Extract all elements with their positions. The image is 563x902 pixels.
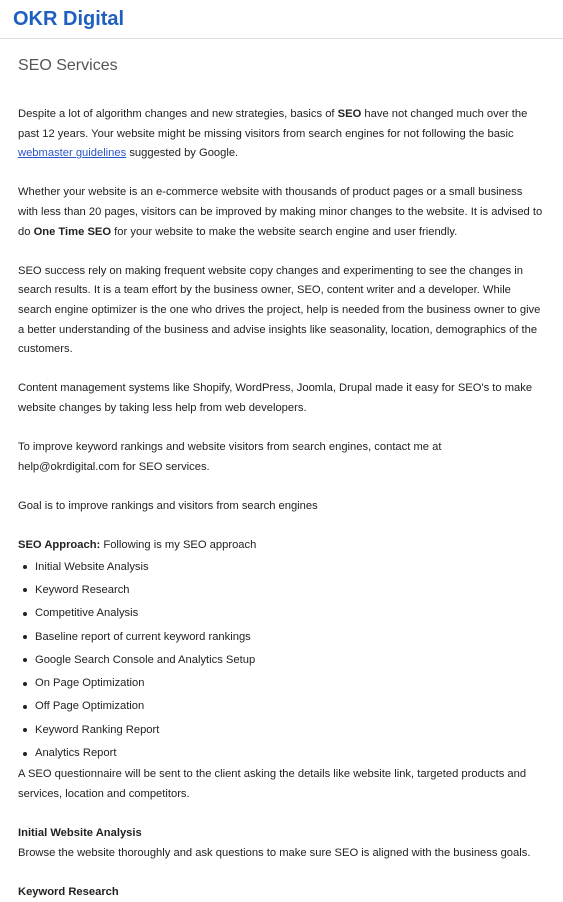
list-item: Off Page Optimization <box>35 695 545 718</box>
webmaster-guidelines-link[interactable]: webmaster guidelines <box>18 147 127 160</box>
page-title: SEO Services <box>18 57 118 74</box>
list-item: Keyword Research <box>35 579 545 602</box>
contact-paragraph: To improve keyword rankings and website visitors from search engines, contact me at help@okrdigital.com for SEO services. <box>18 441 442 473</box>
main-content <box>0 56 563 902</box>
list-item: Google Search Console and Analytics Setup <box>35 649 545 672</box>
intro-text-middle: have not changed much over the past 12 years. Your website might be missing visitors from search engines for not following the basic <box>18 108 528 140</box>
approach-label: SEO Approach: <box>18 539 101 552</box>
intro-paragraph <box>18 105 545 164</box>
intro-text-start: Despite a lot of algorithm changes and new strategies, basics of <box>18 108 338 120</box>
brand-logo-link[interactable]: OKR Digital <box>13 8 125 30</box>
approach-text: Following is my SEO approach <box>100 539 257 552</box>
questionnaire-paragraph: A SEO questionnaire will be sent to the client asking the details like website link, targeted products and services, location and competitors. <box>18 768 527 800</box>
intro-seo-bold: SEO <box>337 108 362 120</box>
seo-success-paragraph: SEO success rely on making frequent website copy changes and experimenting to see the changes in search results. It is a team effort by the business owner, SEO, content writer and a developer. While search engine optimizer is the one who drives the project, help is needed from the business owner to give a better understanding of the business and advise insights like seasonality, location, demographics of the customers. <box>18 264 541 356</box>
cms-paragraph: Content management systems like Shopify, WordPress, Joomla, Drupal made it easy for SEO's to make website changes by taking less help from web developers. <box>18 382 533 414</box>
list-item: Analytics Report <box>35 742 545 765</box>
keyword-research-heading: Keyword Research <box>18 885 119 898</box>
one-time-seo-paragraph <box>18 183 545 242</box>
approach-list <box>18 556 545 766</box>
site-header <box>0 0 563 39</box>
intro-text-end: suggested by Google. <box>126 147 239 160</box>
approach-intro <box>18 536 545 556</box>
list-item: On Page Optimization <box>35 672 545 695</box>
list-item: Initial Website Analysis <box>35 556 545 579</box>
list-item: Baseline report of current keyword rankings <box>35 626 545 649</box>
initial-analysis-text: Browse the website thoroughly and ask questions to make sure SEO is aligned with the business goals. <box>18 846 531 859</box>
para2-text-start: Whether your website is an e-commerce website with thousands of product pages or a small business with less than 20 pages, visitors can be improved by making minor changes to the website. It is advised to do <box>18 186 543 238</box>
one-time-seo-bold: One Time SEO <box>33 225 112 238</box>
goal-paragraph: Goal is to improve rankings and visitors from search engines <box>18 499 318 512</box>
list-item: Competitive Analysis <box>35 602 545 625</box>
list-item: Keyword Ranking Report <box>35 719 545 742</box>
para2-text-end: for your website to make the website search engine and user friendly. <box>111 225 458 238</box>
initial-analysis-heading: Initial Website Analysis <box>18 827 142 840</box>
